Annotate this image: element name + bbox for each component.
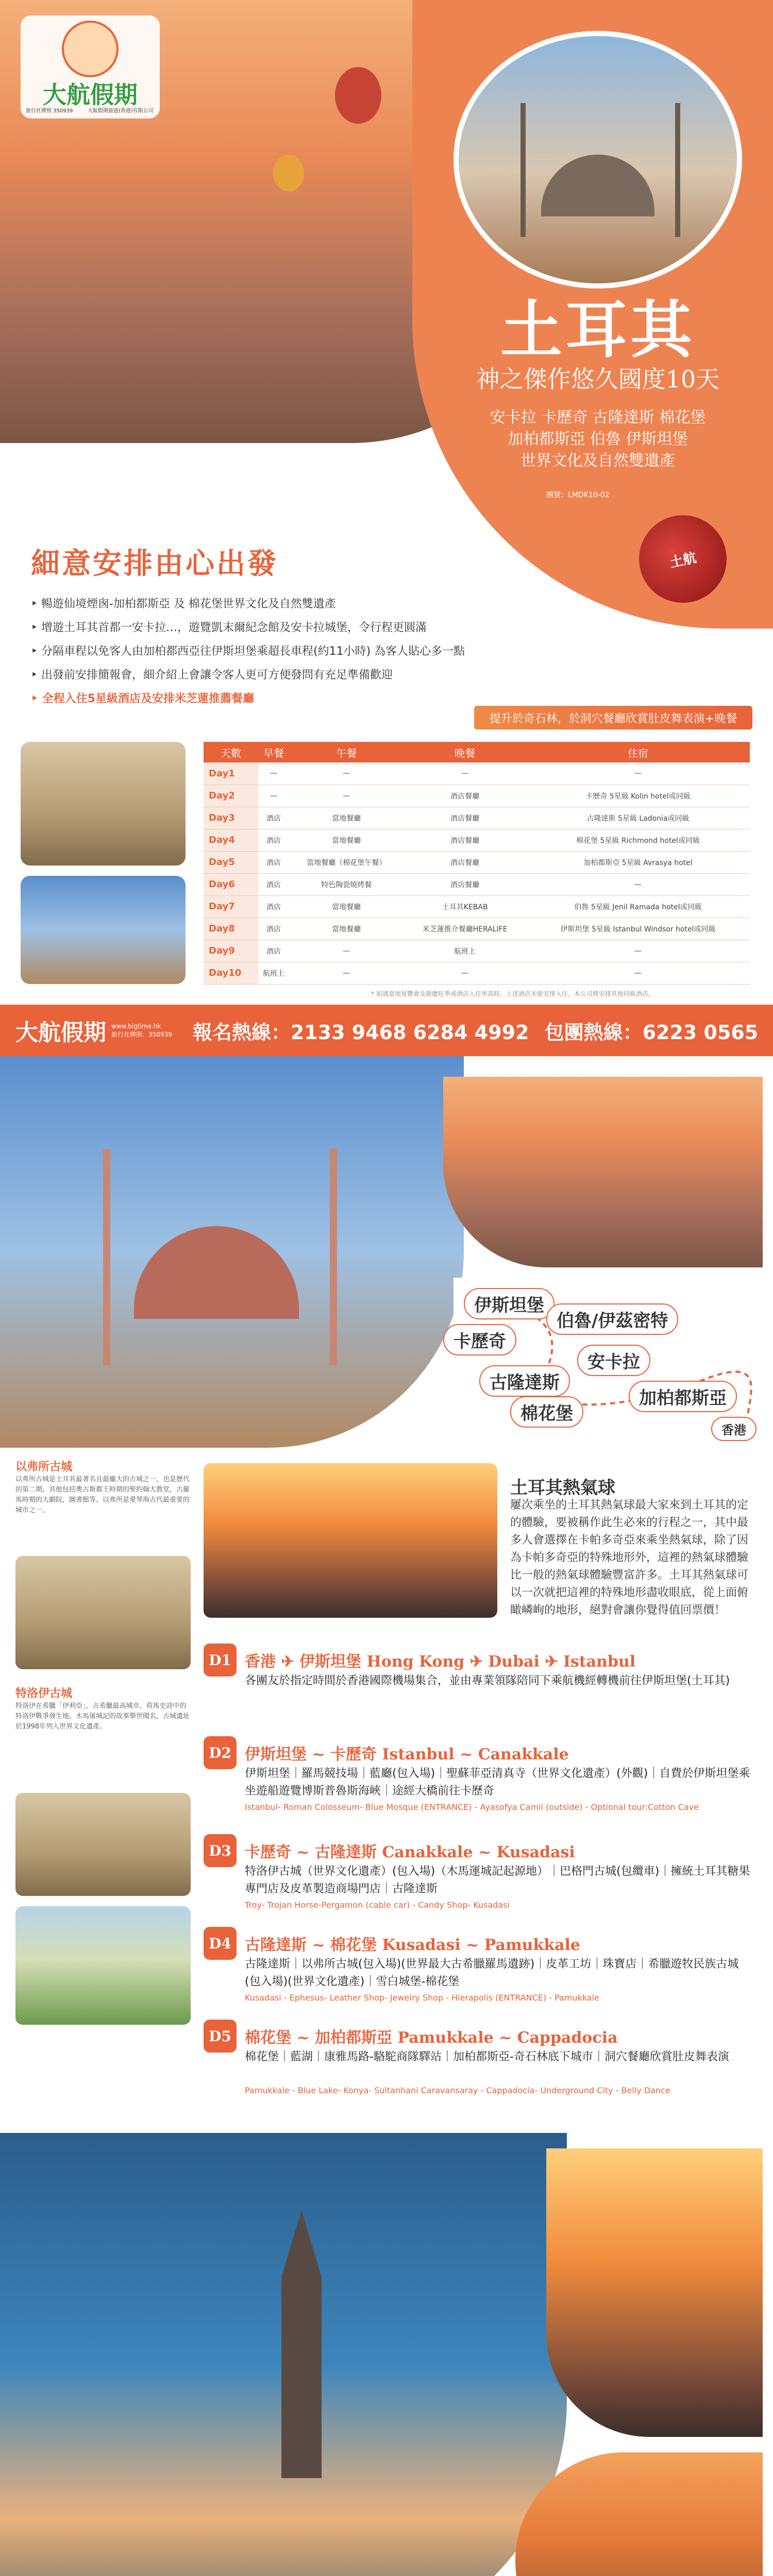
- day-title: 棉花堡 ~ 加柏都斯亞 Pamukkale ~ Cappadocia: [245, 2029, 618, 2047]
- table-cell: Day3: [204, 807, 258, 829]
- day-badge: D1: [204, 1643, 237, 1676]
- blue-mosque-photo: [546, 2148, 763, 2437]
- table-cell: 酒店: [258, 851, 290, 873]
- day-badge: D3: [204, 1834, 237, 1867]
- table-cell: Day8: [204, 918, 258, 940]
- contact-brand: 大航假期: [15, 1020, 106, 1046]
- interior-photo: [21, 876, 186, 984]
- table-row: [204, 851, 750, 873]
- hero-cities: [443, 407, 752, 472]
- cappadocia-photo: [443, 1077, 763, 1267]
- table-cell: —: [404, 962, 526, 984]
- day-description: 各團友於指定時間於香港國際機場集合，並由專業領隊陪同下乘航機經轉機前往伊斯坦堡(土耳其): [245, 1674, 730, 1687]
- ephesus-body: 以弗所古城是土耳其最著名且最龐大的古城之一，也是歷代的第二期，其他包括奧古斯都王時期的聖約翰大教堂，古羅馬時期的大劇院，圖書館等。以弗所是愛琴海古代最重要的城市之一。: [15, 1476, 190, 1514]
- col-header: 天數: [204, 742, 258, 762]
- contact-bar: [0, 1005, 773, 1056]
- brand-logo: [21, 15, 160, 118]
- intro-bullet: ‣ 全程入住5星級酒店及安排米芝蓮推薦餐廳: [31, 692, 255, 705]
- map-label: 加柏都斯亞: [629, 1381, 737, 1412]
- intro-bullet: ‣ 暢遊仙境煙囪-加柏都斯亞 及 棉花堡世界文化及自然雙遺產: [31, 598, 336, 611]
- hero-city-line: 世界文化及自然雙遺產: [520, 452, 675, 470]
- map-label: 棉花堡: [510, 1396, 583, 1428]
- table-cell: —: [526, 940, 750, 962]
- troy-photo: [15, 1793, 191, 1896]
- map-label: 伊斯坦堡: [464, 1288, 554, 1319]
- table-row: [204, 807, 750, 829]
- hero-city-line: 加柏都斯亞 伯魯 伊斯坦堡: [508, 430, 688, 448]
- day-title: 伊斯坦堡 ~ 卡歷奇 Istanbul ~ Canakkale: [245, 1745, 569, 1764]
- pamukkale-photo: [15, 1906, 191, 2025]
- brand-name: 大航假期: [43, 81, 138, 109]
- table-cell: —: [526, 762, 750, 785]
- table-cell: Day9: [204, 940, 258, 962]
- day-title: 古隆達斯 ~ 棉花堡 Kusadasi ~ Pamukkale: [245, 1936, 580, 1954]
- table-cell: 伊斯坦堡 5星級 Istanbul Windsor hotel或同級: [526, 918, 750, 940]
- ephesus-title: 以弗所古城: [15, 1461, 73, 1473]
- day-title: 香港 ✈ 伊斯坦堡 Hong Kong ✈ Dubai ✈ Istanbul: [245, 1653, 636, 1671]
- day-badge: D5: [204, 2020, 237, 2053]
- table-cell: Day4: [204, 829, 258, 851]
- table-cell: 當地餐廳: [289, 807, 404, 829]
- table-cell: —: [526, 962, 750, 984]
- table-cell: 酒店: [258, 807, 290, 829]
- day-badge: D4: [204, 1927, 237, 1960]
- intro-heading: 細意安排由心出發: [31, 547, 278, 581]
- day-note: Troy- Trojan Horse-Pergamon (cable car) - Candy Shop- Kusadasi: [245, 1900, 510, 1910]
- table-row: [204, 785, 750, 807]
- map-label: 安卡拉: [577, 1345, 650, 1376]
- table-cell: 伯魯 5星級 Jenil Ramada hotel或同級: [526, 895, 750, 918]
- balloon-icon: [273, 155, 304, 192]
- feature-body: 屢次乘坐的土耳其熱氣球最大家來到土耳其的定的體驗，要被稱作此生必來的行程之一，其中最多人會選擇在卡帕多奇亞來乘坐熱氣球，除了因為卡帕多奇亞的特殊地形外，這裡的熱氣球體驗比一般的熱氣球體驗豐富許多。土耳其熱氣球可以一次就把這裡的特殊地形盡收眼底，從上面俯瞰嶙峋的地形，絕對會讓你覺得值回票價！: [510, 1499, 749, 1617]
- map-label: 伯魯/伊茲密特: [546, 1303, 678, 1335]
- table-row: [204, 829, 750, 851]
- balloon-icon: [335, 67, 381, 124]
- brand-license: 旅行社牌照 350939: [26, 108, 73, 114]
- minaret: [330, 1149, 337, 1365]
- charter-hotline[interactable]: 包團熱線：6223 0565: [544, 1021, 759, 1044]
- intro-bullet: ‣ 出發前安排簡報會，細介紹上會讓令客人更可方便發問有充足準備歡迎: [31, 669, 393, 682]
- table-cell: 酒店: [258, 829, 290, 851]
- table-cell: 卡歷奇 5星級 Kolin hotel或同級: [526, 785, 750, 807]
- col-header: 住宿: [526, 742, 750, 762]
- table-cell: 當地餐廳: [289, 895, 404, 918]
- troy-body: 特洛伊在希臘「伊利亞」，古希臘最高城市，荷馬史詩中的特洛伊戰爭發生地。木馬屠城記的故事舉世聞名，古城遺址於1998年列入世界文化遺產。: [15, 1702, 190, 1731]
- table-cell: 當地餐廳: [289, 918, 404, 940]
- col-header: 午餐: [289, 742, 404, 762]
- day-note: Kusadasi - Ephesus- Leather Shop- Jewelry Shop - Hierapolis (ENTRANCE) - Pamukkale: [245, 1993, 599, 2003]
- table-row: [204, 895, 750, 918]
- schedule-note: * 如遇當地展覽會及節慶旺季或酒店入住率高時，上述酒店未能安排入住，本公司將安排其他同級酒店。: [371, 990, 654, 997]
- intro-bullets: [31, 592, 598, 711]
- minaret: [103, 1149, 110, 1365]
- ephesus-photo: [15, 1556, 191, 1669]
- table-cell: 酒店餐廳: [404, 807, 526, 829]
- col-header: 早餐: [258, 742, 290, 762]
- table-cell: Day10: [204, 962, 258, 984]
- map-label: 卡歷奇: [443, 1324, 516, 1355]
- table-cell: —: [258, 762, 290, 785]
- table-cell: 酒店餐廳: [404, 829, 526, 851]
- table-cell: —: [526, 873, 750, 895]
- table-cell: —: [289, 940, 404, 962]
- table-row: [204, 762, 750, 785]
- day-title: 卡歷奇 ~ 古隆達斯 Canakkale ~ Kusadasi: [245, 1843, 575, 1861]
- day-description: 伊斯坦堡｜羅馬競技場｜藍廳(包入場)｜聖蘇菲亞清真寺（世界文化遺產）(外觀)｜自費於伊斯坦堡乘坐遊船遊覽博斯普魯斯海峽｜途經大橋前往卡歷奇: [245, 1767, 750, 1798]
- intro-bullet: ‣ 增遊土耳其首都一安卡拉…，遊覽凱末爾紀念館及安卡拉城堡，令行程更圓滿: [31, 621, 427, 634]
- table-cell: 特色陶瓷燒烤餐: [289, 873, 404, 895]
- meal-schedule-table: [204, 742, 750, 985]
- intro-bullet: ‣ 分隔車程以免客人由加柏都西亞往伊斯坦堡乘超長車程(約11小時) 為客人貼心多一點: [31, 645, 465, 658]
- map-label: 古隆達斯: [479, 1365, 570, 1397]
- table-cell: 酒店餐廳: [404, 851, 526, 873]
- minaret: [675, 103, 680, 237]
- table-cell: Day1: [204, 762, 258, 785]
- brand-tagline: 大航假期旅遊(香港)有限公司: [88, 108, 154, 114]
- table-cell: 酒店餐廳: [404, 785, 526, 807]
- map-label: 香港: [711, 1417, 757, 1441]
- booking-hotline[interactable]: 報名熱線：2133 9468 6284 4992: [192, 1021, 529, 1044]
- table-cell: Day6: [204, 873, 258, 895]
- table-cell: 棉花堡 5星級 Richmond hotel或同級: [526, 829, 750, 851]
- table-cell: —: [404, 762, 526, 785]
- day-note: Pamukkale - Blue Lake- Konya- Sultanhani Caravansaray - Cappadocia- Underground City - Belly Dance: [245, 2086, 670, 2095]
- day-note: Istanbul- Roman Colosseum- Blue Mosque (ENTRANCE) - Ayasofya Camii (outside) - Optional tour:Cotton Cave: [245, 1802, 699, 1812]
- balloon-sunset-photo: [204, 1463, 497, 1618]
- table-cell: Day2: [204, 785, 258, 807]
- table-cell: —: [289, 785, 404, 807]
- hero-title: 土耳其: [500, 294, 695, 366]
- table-cell: —: [258, 785, 290, 807]
- highlight-ribbon: 提升於奇石林，於洞穴餐廳欣賞肚皮舞表演+晚餐: [474, 706, 752, 730]
- contact-site: www.bigtime.hk 旅行社牌照：350939: [111, 1023, 172, 1038]
- hero-subtitle: 神之傑作悠久國度10天: [476, 365, 720, 393]
- table-row: [204, 962, 750, 984]
- col-header: 晚餐: [404, 742, 526, 762]
- table-row: [204, 873, 750, 895]
- table-cell: 航班上: [404, 940, 526, 962]
- airline-seal-icon: 土航: [631, 507, 735, 611]
- day-description: 棉花堡｜藍湖｜康雅馬路-駱駝商隊驛站｜加柏都斯亞-奇石林底下城市｜洞穴餐廳欣賞肚皮舞表演: [245, 2050, 729, 2063]
- table-cell: —: [289, 762, 404, 785]
- table-row: [204, 940, 750, 962]
- table-cell: 當地餐廳（棉花堡午餐）: [289, 851, 404, 873]
- table-cell: Day7: [204, 895, 258, 918]
- table-cell: 加柏都斯亞 5星級 Avrasya hotel: [526, 851, 750, 873]
- table-cell: Day5: [204, 851, 258, 873]
- table-cell: 酒店: [258, 895, 290, 918]
- table-row: [204, 918, 750, 940]
- troy-title: 特洛伊古城: [15, 1687, 73, 1700]
- table-cell: 航班上: [258, 962, 290, 984]
- table-cell: 酒店餐廳: [404, 873, 526, 895]
- minaret: [520, 103, 526, 237]
- table-cell: 米芝蓮推介餐廳HERALIFE: [404, 918, 526, 940]
- day-description: 特洛伊古城（世界文化遺產）(包入場)（木馬運城記起源地）｜巴格門古城(包纜車)｜擁統土耳其糖果專門店及皮革製造商場門店｜古隆達斯: [245, 1865, 750, 1895]
- table-cell: 酒店: [258, 940, 290, 962]
- day-badge: D2: [204, 1736, 237, 1769]
- table-cell: —: [289, 962, 404, 984]
- kebab-photo: [21, 742, 186, 866]
- table-cell: 土耳其KEBAB: [404, 895, 526, 918]
- table-cell: 酒店: [258, 873, 290, 895]
- day-description: 古隆達斯｜以弗所古城(包入場)(世界最大古希臘羅馬遺跡)｜皮革工坊｜珠寶店｜希臘遊牧民族古城(包入場)(世界文化遺產)｜雪白城堡-棉花堡: [245, 1958, 739, 1988]
- table-cell: 酒店: [258, 918, 290, 940]
- table-cell: 古隆達斯 5星級 Ladonia或同級: [526, 807, 750, 829]
- tour-code: 團號：LMDK10-02: [546, 491, 610, 499]
- feature-title: 土耳其熱氣球: [510, 1478, 615, 1498]
- hero-city-line: 安卡拉 卡歷奇 古隆達斯 棉花堡: [490, 409, 706, 427]
- mascot-icon: [62, 21, 119, 77]
- table-cell: 當地餐廳: [289, 829, 404, 851]
